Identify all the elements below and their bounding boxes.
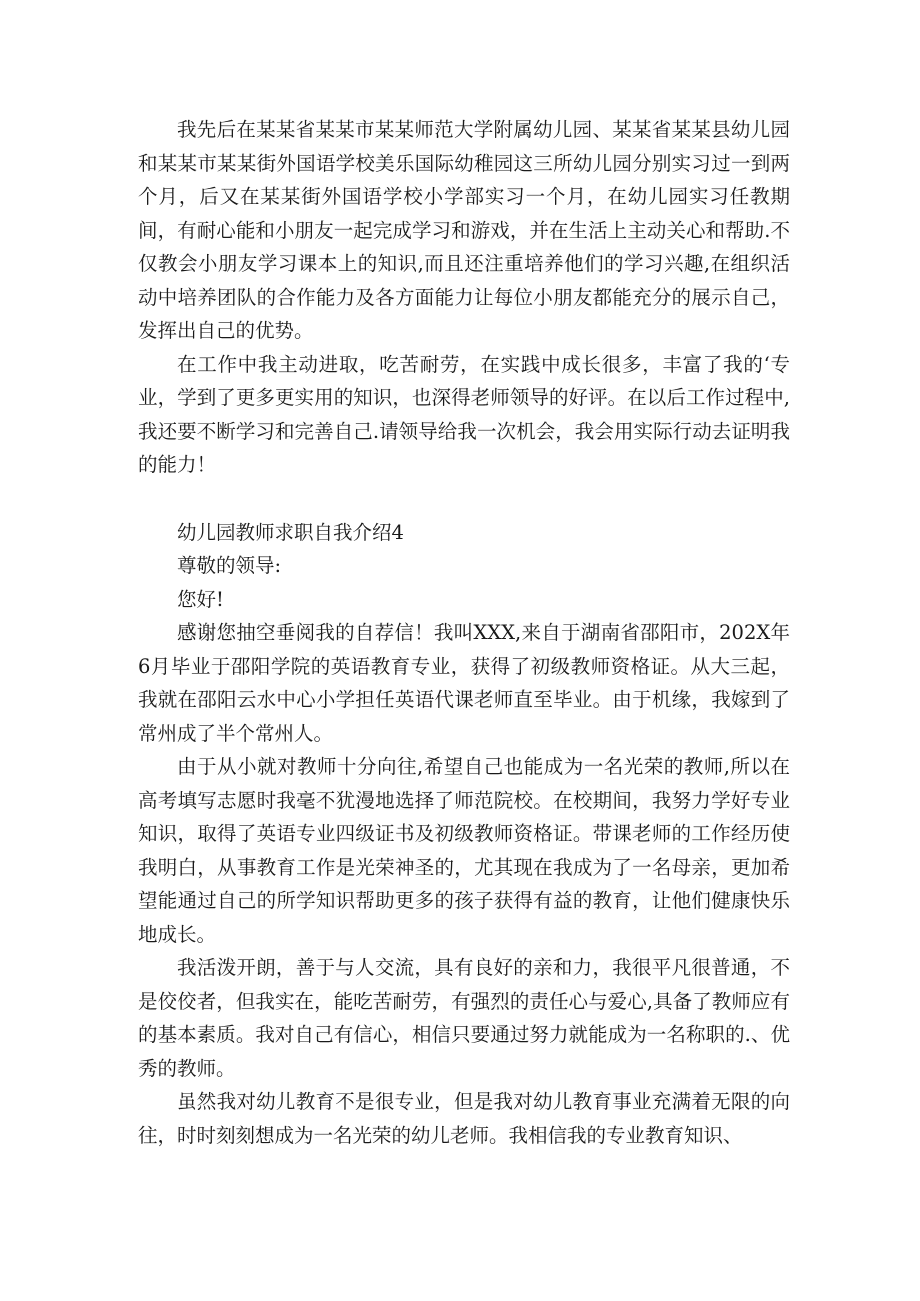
- greeting: 您好!: [177, 587, 224, 611]
- paragraph-work-attitude: 在工作中我主动进取，吃苦耐劳，在实践中成长很多，丰富了我的‘专业，学到了更多更实用的知识，也深得老师领导的好评。在以后工作过程中,我还要不断学习和完善自己.请领导给我一次机会，我会用实际行动去证明我的能力！: [138, 352, 790, 476]
- paragraph-introduction: 感谢您抽空垂阅我的自荐信！我叫XXX,来自于湖南省邵阳市，202X年6月毕业于邵阳学院的英语教育专业，获得了初级教师资格证。从大三起，我就在邵阳云水中心小学担任英语代课老师直至毕业。由于机缘，我嫁到了常州成了半个常州人。: [138, 621, 790, 745]
- document-body: [138, 113, 790, 1152]
- salutation: 尊敬的领导:: [177, 554, 282, 577]
- paragraph-internship: 我先后在某某省某某市某某师范大学附属幼儿园、某某省某某县幼儿园和某某市某某街外国语学校美乐国际幼稚园这三所幼儿园分别实习过一到两个月，后又在某某街外国语学校小学部实习一个月，在幼儿园实习任教期间，有耐心能和小朋友一起完成学习和游戏，并在生活上主动关心和帮助.不仅教会小朋友学习课本上的知识,而且还注重培养他们的学习兴趣,在组织活动中培养团队的合作能力及各方面能力让每位小朋友都能充分的展示自己，发挥出自己的优势。: [138, 118, 790, 342]
- paragraph-aspiration: 虽然我对幼儿教育不是很专业，但是我对幼儿教育事业充满着无限的向往，时时刻刻想成为一名光荣的幼儿老师。我相信我的专业教育知识、: [138, 1090, 790, 1147]
- section-title: 幼儿园教师求职自我介绍4: [177, 520, 404, 544]
- paragraph-personality: 我活泼开朗，善于与人交流，具有良好的亲和力，我很平凡很普通，不是佼佼者，但我实在，能吃苦耐劳，有强烈的责任心与爱心,具备了教师应有的基本素质。我对自己有信心，相信只要通过努力就能成为一名称职的.、优秀的教师。: [138, 956, 790, 1080]
- paragraph-motivation: 由于从小就对教师十分向往,希望自己也能成为一名光荣的教师,所以在高考填写志愿时我毫不犹漫地选择了师范院校。在校期间，我努力学好专业知识，取得了英语专业四级证书及初级教师资格证。带课老师的工作经历使我明白，从事教育工作是光荣神圣的，尤其现在我成为了一名母亲，更加希望能通过自己的所学知识帮助更多的孩子获得有益的教育，让他们健康快乐地成长。: [138, 755, 790, 946]
